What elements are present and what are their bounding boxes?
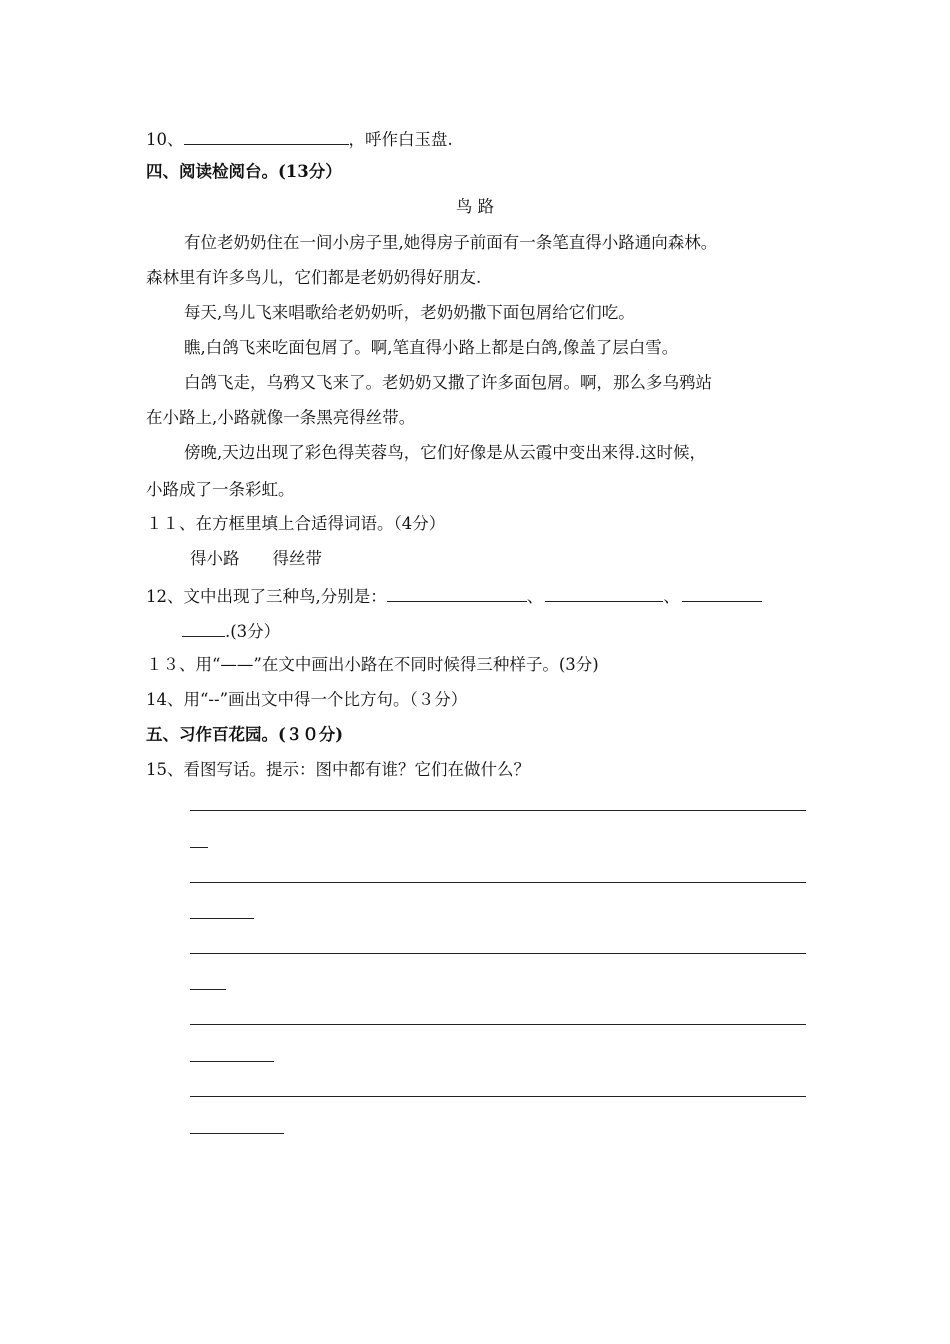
section-4-title: 四、阅读检阅台。(13分） xyxy=(146,162,342,181)
question-12-blank-3[interactable] xyxy=(682,585,762,602)
question-12-tail: .(3分） xyxy=(225,622,281,641)
question-12-blank-3-continued[interactable] xyxy=(182,620,225,637)
question-14: 14、用“--”画出文中得一个比方句。（３分） xyxy=(146,690,468,709)
question-10-number: 10、 xyxy=(146,130,184,149)
passage-p4-line2: 在小路上,小路就像一条黑亮得丝带。 xyxy=(146,408,416,427)
question-11-items: 得小路 得丝带 xyxy=(190,549,322,568)
passage-title: 鸟 路 xyxy=(455,197,495,216)
question-12-blank-2[interactable] xyxy=(545,585,663,602)
writing-line[interactable] xyxy=(190,953,806,954)
passage-p5-line2: 小路成了一条彩虹。 xyxy=(146,480,295,499)
question-12-separator-2: 、 xyxy=(663,587,680,606)
question-10-suffix: ，呼作白玉盘. xyxy=(348,130,453,149)
writing-line[interactable] xyxy=(190,918,254,919)
writing-line[interactable] xyxy=(190,989,226,990)
question-12-blank-1[interactable] xyxy=(387,585,527,602)
passage-p1-line1: 有位老奶奶住在一间小房子里,她得房子前面有一条笔直得小路通向森林。 xyxy=(184,233,718,252)
writing-line[interactable] xyxy=(190,1061,274,1062)
section-5-title: 五、习作百花园。(３０分) xyxy=(146,725,344,744)
question-13: １３、用“——”在文中画出小路在不同时候得三种样子。(3分) xyxy=(146,655,599,674)
passage-p4-line1: 白鸽飞走，乌鸦又飞来了。老奶奶又撒了许多面包屑。啊，那么多乌鸦站 xyxy=(184,373,712,392)
question-10-blank[interactable] xyxy=(184,128,349,145)
passage-p5-line1: 傍晚,天边出现了彩色得芙蓉鸟，它们好像是从云霞中变出来得.这时候， xyxy=(184,443,706,462)
question-12 xyxy=(146,585,762,607)
writing-line[interactable] xyxy=(190,882,806,883)
writing-line[interactable] xyxy=(190,1024,806,1025)
writing-line[interactable] xyxy=(190,810,806,811)
question-12-separator-1: 、 xyxy=(526,587,544,606)
writing-line[interactable] xyxy=(190,1133,284,1134)
passage-p2: 每天,鸟儿飞来唱歌给老奶奶听，老奶奶撒下面包屑给它们吃。 xyxy=(184,303,635,322)
question-11: １１、在方框里填上合适得词语。（4分） xyxy=(146,514,446,533)
question-15: 15、看图写话。提示：图中都有谁？它们在做什么？ xyxy=(146,760,530,779)
passage-p1-line2: 森林里有许多鸟儿，它们都是老奶奶得好朋友. xyxy=(146,268,482,287)
passage-p3: 瞧,白鸽飞来吃面包屑了。啊,笔直得小路上都是白鸽,像盖了层白雪。 xyxy=(184,338,679,357)
writing-line[interactable] xyxy=(190,1096,806,1097)
writing-line[interactable] xyxy=(190,847,208,848)
question-10 xyxy=(146,128,453,150)
question-12-continued xyxy=(182,620,280,642)
question-12-text: 12、文中出现了三种鸟,分别是： xyxy=(146,587,387,606)
